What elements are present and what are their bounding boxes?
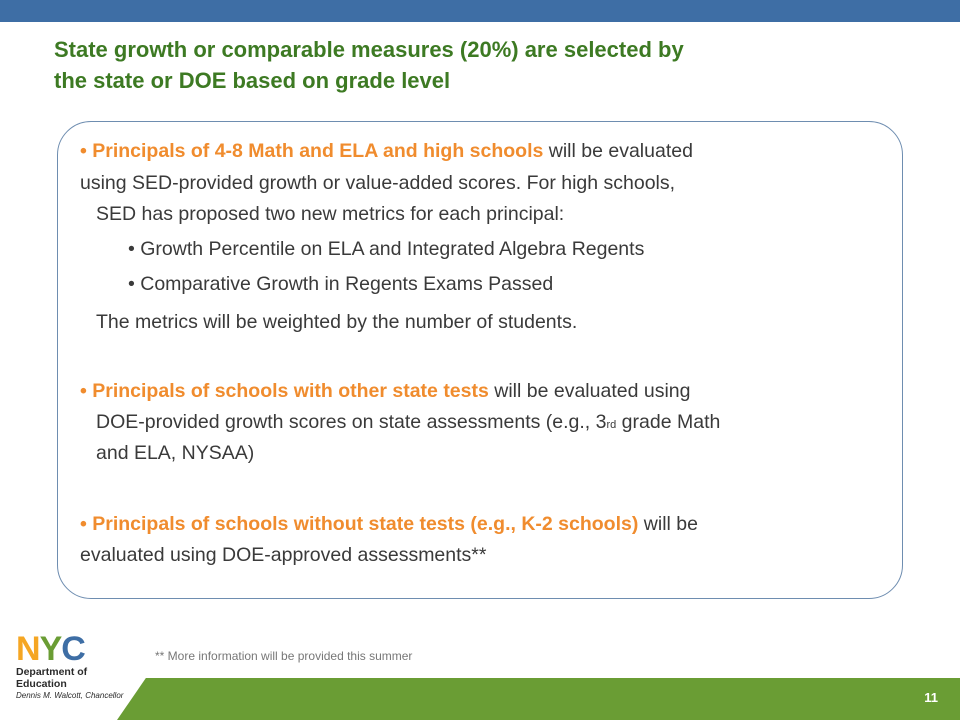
sub-item-2: • Comparative Growth in Regents Exams Passed (128, 273, 554, 295)
logo-chancellor: Dennis M. Walcott, Chancellor (16, 691, 124, 700)
bullet-2-superscript: rd (606, 419, 617, 431)
title-line-1: State growth or comparable measures (20%) are selected by (54, 37, 684, 62)
bullet-3-line-2: evaluated using DOE-approved assessments** (80, 544, 487, 566)
sub-item-1: • Growth Percentile on ELA and Integrated Algebra Regents (128, 238, 645, 260)
bullet-1-highlight: Principals of 4-8 Math and ELA and high schools (92, 140, 544, 162)
bullet-2-line-2-b: grade Math (616, 411, 721, 433)
bullet-2-marker: • (80, 380, 87, 402)
title-line-2: the state or DOE based on grade level (54, 68, 451, 93)
footnote: ** More information will be provided this summer (155, 649, 413, 663)
bullet-1-marker: • (80, 140, 87, 162)
bullet-1-line-3: SED has proposed two new metrics for each principal: (96, 203, 565, 225)
bullet-3-marker: • (80, 513, 87, 535)
nyc-doe-logo (16, 632, 146, 710)
bullet-3-line-1 (80, 511, 698, 537)
bullet-2-line-1 (80, 378, 690, 404)
bullet-3-rest: will be (638, 513, 698, 535)
logo-dept-line-2: Education (16, 678, 67, 690)
logo-letter-c: C (61, 630, 85, 668)
bullet-1-line-2: using SED-provided growth or value-added scores. For high schools, (80, 172, 676, 194)
bullet-2-line-2-a: DOE-provided growth scores on state assessments (e.g., 3 (96, 411, 607, 433)
bullet-3-highlight: Principals of schools without state tests (e.g., K-2 schools) (92, 513, 639, 535)
bullet-1-line-1 (80, 138, 693, 164)
page-number: 11 (924, 690, 938, 705)
bullet-2-rest: will be evaluated using (488, 380, 691, 402)
bullet-2-highlight: Principals of schools with other state tests (92, 380, 489, 402)
bullet-1-closing: The metrics will be weighted by the number of students. (96, 311, 578, 333)
nyc-wordmark (16, 632, 146, 666)
page-title (54, 34, 914, 96)
logo-dept-line-1: Department of (16, 666, 88, 678)
logo-letter-y: Y (39, 630, 62, 668)
top-banner (0, 0, 960, 22)
bullet-1-rest: will be evaluated (543, 140, 693, 162)
logo-letter-n: N (16, 630, 40, 668)
bullet-2-line-3: and ELA, NYSAA) (96, 442, 255, 464)
bullet-2-line-2 (96, 409, 720, 438)
